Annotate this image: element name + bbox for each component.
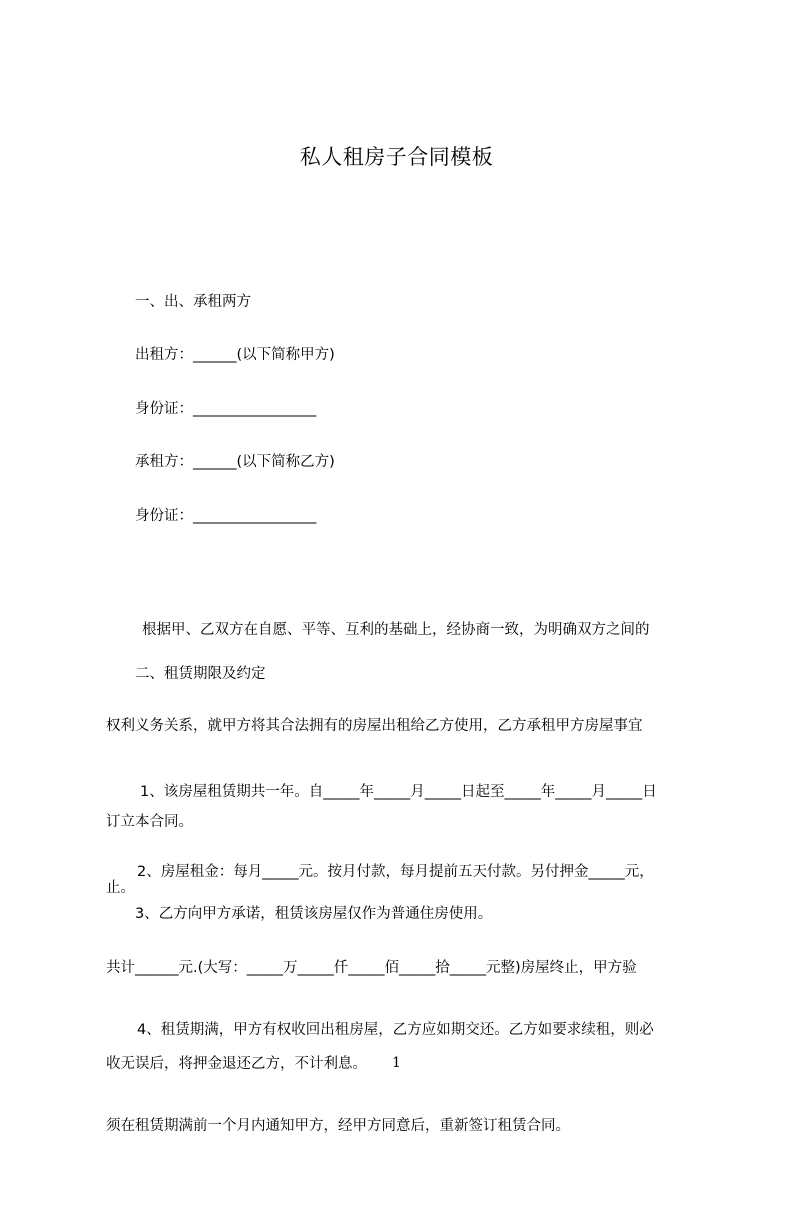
clause4-line: 须在租赁期满前一个月内通知甲方，经甲方同意后，重新签订租赁合同。	[106, 1118, 570, 1134]
intro-line: 权利义务关系，就甲方将其合法拥有的房屋出租给乙方使用，乙方承租甲方房屋事宜	[106, 718, 643, 734]
clause1-line: 1、该房屋租赁期共一年。自_____年_____月_____日起至_____年_____月_____日	[140, 784, 657, 800]
clause2-line: 共计______元.(大写：_____万_____仟_____佰_____拾_____元整)房屋终止，甲方验	[106, 960, 637, 976]
section1-heading: 一、出、承租两方	[135, 294, 251, 310]
lessee-id-line: 身份证：_________________	[135, 508, 317, 524]
lessee-line: 承租方：______(以下简称乙方)	[135, 454, 335, 470]
clause4-paragraph	[0, 950, 793, 1206]
intro-line: 根据甲、乙双方在自愿、平等、互利的基础上，经协商一致，为明确双方之间的	[142, 622, 650, 638]
clause3-line: 3、乙方向甲方承诺，租赁该房屋仅作为普通住房使用。	[135, 906, 493, 922]
lessor-id-line: 身份证：_________________	[135, 401, 317, 417]
document-title: 私人租房子合同模板	[299, 145, 494, 169]
section2-heading: 二、租赁期限及约定	[135, 666, 266, 682]
page-number: 1	[392, 1055, 401, 1071]
clause1-line: 止。	[106, 880, 135, 896]
clause2-line: 2、房屋租金：每月_____元。按月付款，每月提前五天付款。另付押金_____元，	[137, 864, 654, 880]
clause2-line: 收无误后，将押金退还乙方，不计利息。	[106, 1056, 367, 1072]
clause4-line: 4、租赁期满，甲方有权收回出租房屋，乙方应如期交还。乙方如要求续租，则必	[137, 1022, 654, 1038]
intro-line: 订立本合同。	[106, 814, 193, 830]
lessor-line: 出租方：______(以下简称甲方)	[135, 347, 335, 363]
